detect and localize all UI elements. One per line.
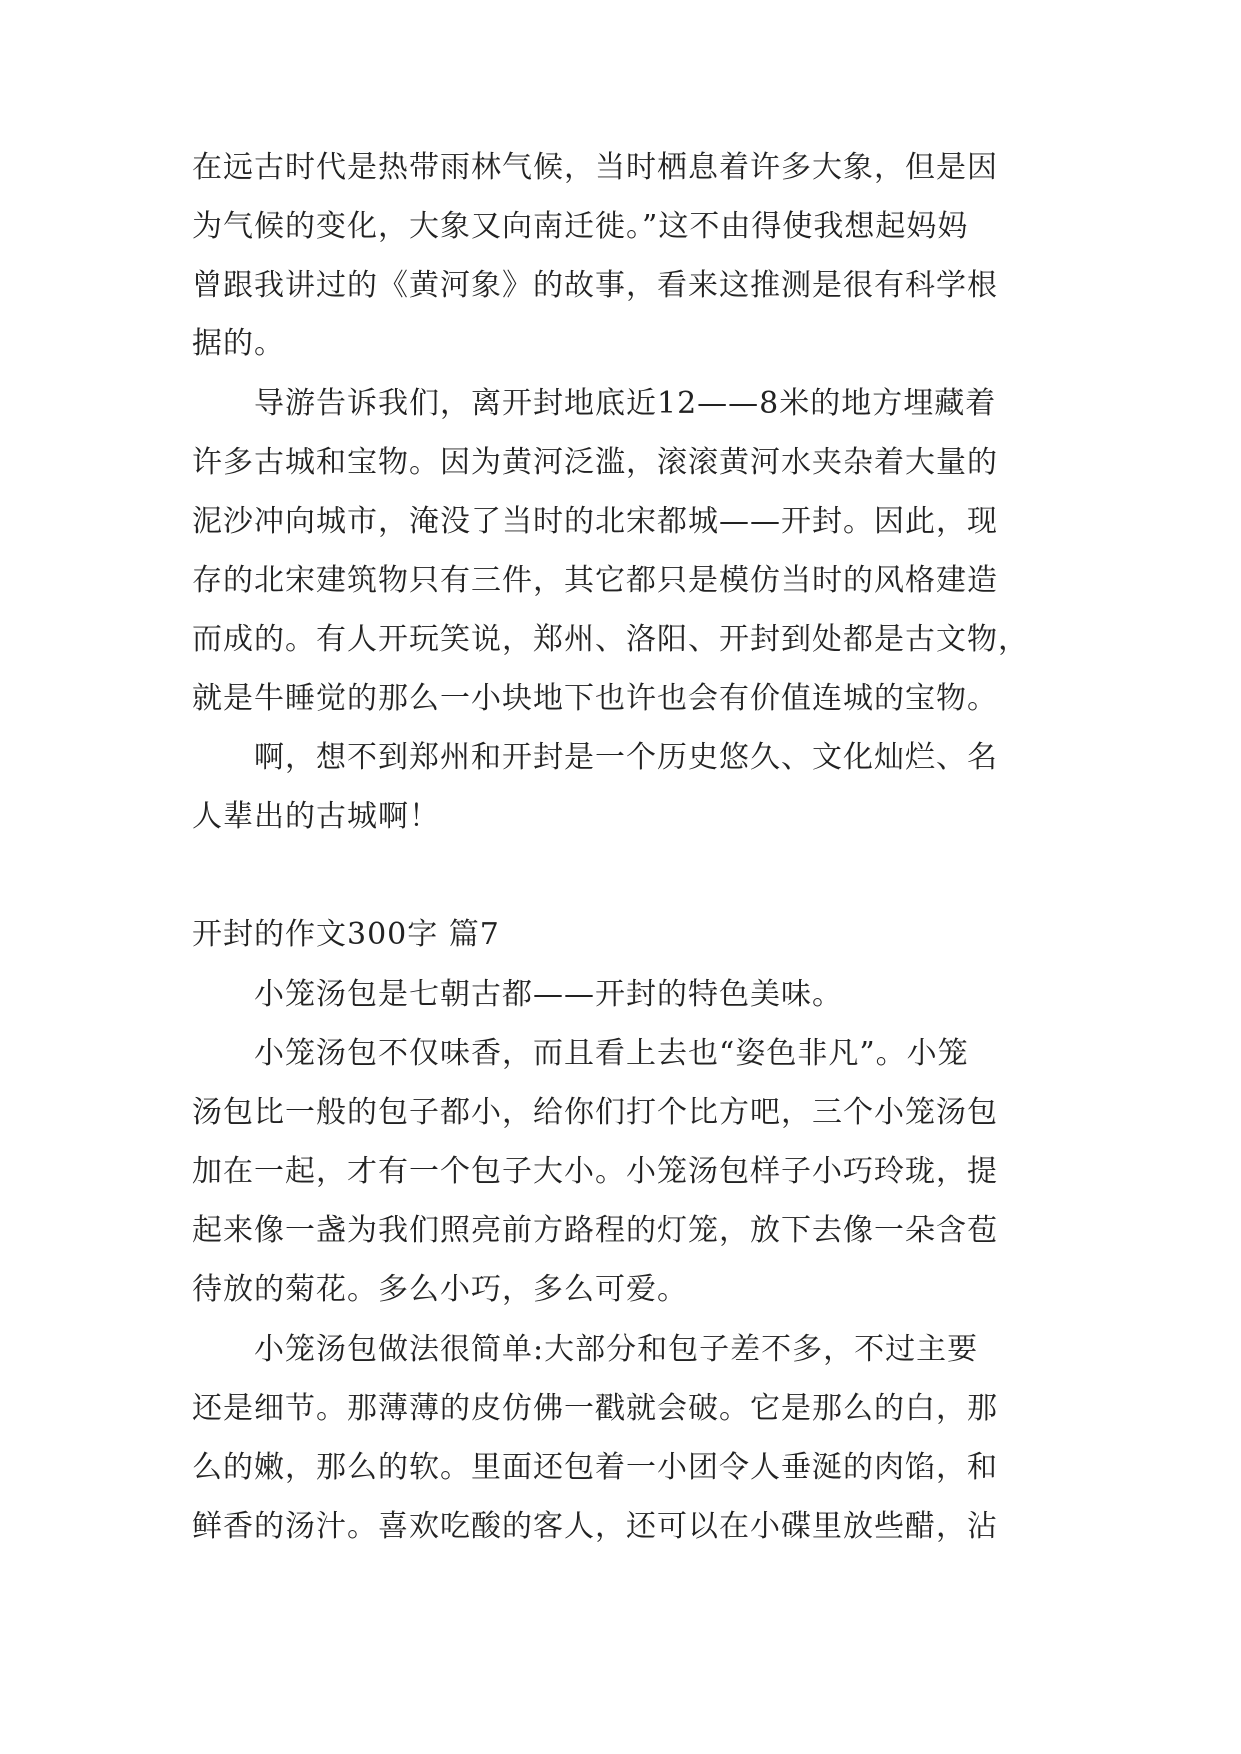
- paragraph-line: 导游告诉我们，离开封地底近12——8米的地方埋藏着: [254, 386, 997, 421]
- paragraph-line: 小笼汤包是七朝古都——开封的特色美味。: [254, 977, 843, 1012]
- paragraph-line: 曾跟我讲过的《黄河象》的故事，看来这推测是很有科学根: [192, 268, 998, 303]
- paragraph-line: 而成的。有人开玩笑说，郑州、洛阳、开封到处都是古文物，: [192, 622, 1029, 657]
- paragraph-line: 为气候的变化，大象又向南迁徙。”这不由得使我想起妈妈: [192, 209, 969, 244]
- paragraph-line: 在远古时代是热带雨林气候，当时栖息着许多大象，但是因: [192, 150, 998, 185]
- paragraph-line: 待放的菊花。多么小巧，多么可爱。: [192, 1272, 688, 1307]
- paragraph-line: 人辈出的古城啊！: [192, 799, 440, 834]
- section-heading: 开封的作文300字 篇7: [192, 917, 500, 952]
- paragraph-line: 啊，想不到郑州和开封是一个历史悠久、文化灿烂、名: [254, 740, 998, 775]
- paragraph-line: 么的嫩，那么的软。里面还包着一小团令人垂涎的肉馅，和: [192, 1450, 998, 1485]
- paragraph-line: 存的北宋建筑物只有三件，其它都只是模仿当时的风格建造: [192, 563, 998, 598]
- paragraph-line: 就是牛睡觉的那么一小块地下也许也会有价值连城的宝物。: [192, 681, 998, 716]
- paragraph-line: 据的。: [192, 326, 285, 361]
- paragraph-line: 鲜香的汤汁。喜欢吃酸的客人，还可以在小碟里放些醋，沾: [192, 1509, 998, 1544]
- paragraph-line: 泥沙冲向城市，淹没了当时的北宋都城——开封。因此，现: [192, 504, 998, 539]
- paragraph-line: 还是细节。那薄薄的皮仿佛一戳就会破。它是那么的白，那: [192, 1391, 998, 1426]
- paragraph-line: 许多古城和宝物。因为黄河泛滥，滚滚黄河水夹杂着大量的: [192, 445, 998, 480]
- paragraph-line: 小笼汤包做法很简单:大部分和包子差不多，不过主要: [254, 1332, 979, 1367]
- paragraph-line: 汤包比一般的包子都小，给你们打个比方吧，三个小笼汤包: [192, 1095, 998, 1130]
- paragraph-line: 加在一起，才有一个包子大小。小笼汤包样子小巧玲珑，提: [192, 1154, 998, 1189]
- paragraph-line: 小笼汤包不仅味香，而且看上去也“姿色非凡”。小笼: [254, 1036, 969, 1071]
- paragraph-line: 起来像一盏为我们照亮前方路程的灯笼，放下去像一朵含苞: [192, 1213, 998, 1248]
